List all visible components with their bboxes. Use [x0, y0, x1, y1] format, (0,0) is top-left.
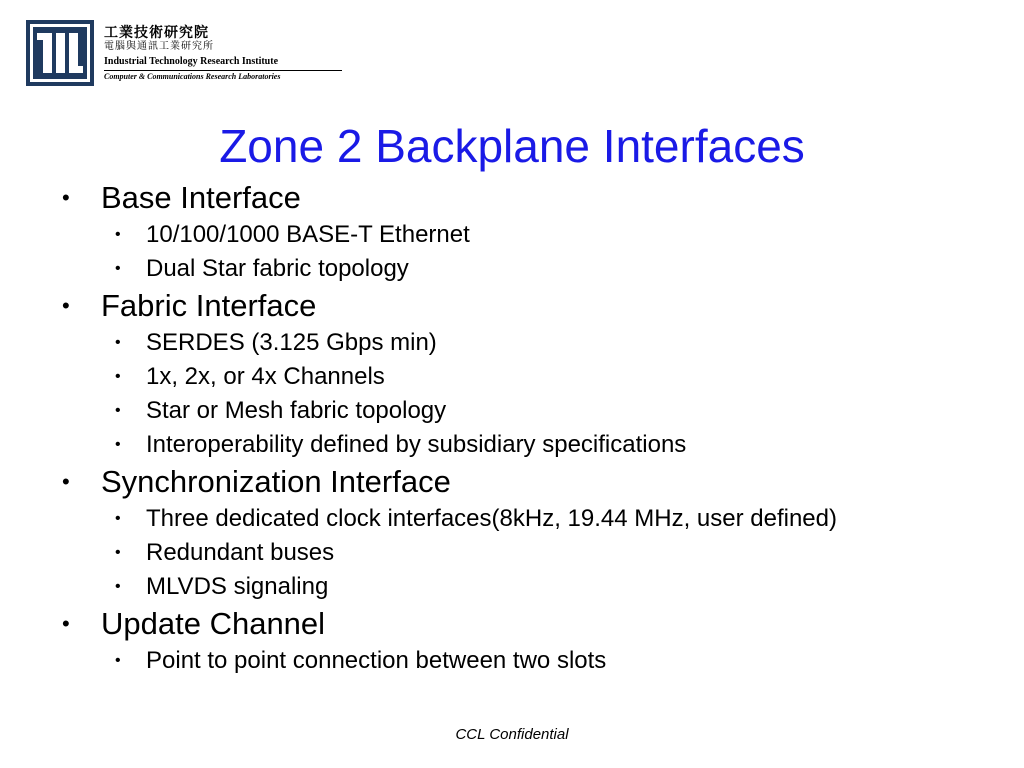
- bullet-icon: •: [115, 652, 121, 669]
- section-heading: [60, 462, 1000, 502]
- org-name: [104, 24, 374, 82]
- bullet-icon: •: [115, 402, 121, 419]
- org-divider: [104, 70, 342, 71]
- org-name-en: Industrial Technology Research Institute: [104, 56, 279, 67]
- bullet-icon: •: [62, 611, 70, 636]
- header: [26, 20, 356, 90]
- list-item: [60, 360, 1000, 394]
- org-name-cn: 工業技術研究院: [104, 24, 209, 40]
- slide-title: Zone 2 Backplane Interfaces: [219, 120, 805, 172]
- list-item: [60, 218, 1000, 252]
- section-heading-text: Update Channel: [101, 606, 326, 641]
- section-heading-text: Base Interface: [101, 180, 301, 215]
- bullet-icon: •: [62, 185, 70, 210]
- list-item-text: Redundant buses: [146, 539, 335, 566]
- list-item-text: Three dedicated clock interfaces(8kHz, 19.44 MHz, user defined): [146, 505, 837, 532]
- section-heading-text: Synchronization Interface: [101, 464, 451, 499]
- bullet-icon: •: [115, 510, 121, 527]
- list-item-text: Star or Mesh fabric topology: [146, 397, 447, 424]
- bullet-icon: •: [62, 293, 70, 318]
- list-item: [60, 570, 1000, 604]
- bullet-list: [60, 178, 1000, 678]
- list-item: [60, 394, 1000, 428]
- list-item: [60, 428, 1000, 462]
- footer-confidential: CCL Confidential: [455, 726, 569, 743]
- org-division-cn: 電腦與通訊工業研究所: [104, 41, 214, 52]
- bullet-icon: •: [115, 544, 121, 561]
- list-item: [60, 536, 1000, 570]
- list-item-text: Point to point connection between two slots: [146, 647, 607, 674]
- list-item-text: SERDES (3.125 Gbps min): [146, 329, 437, 356]
- section-heading: [60, 286, 1000, 326]
- list-item: [60, 644, 1000, 678]
- bullet-icon: •: [115, 260, 121, 277]
- org-division-en: Computer & Communications Research Laboratories: [104, 72, 281, 81]
- bullet-icon: •: [115, 578, 121, 595]
- bullet-icon: •: [115, 334, 121, 351]
- list-item-text: 1x, 2x, or 4x Channels: [146, 363, 385, 390]
- section-heading: [60, 604, 1000, 644]
- bullet-icon: •: [115, 226, 121, 243]
- bullet-icon: •: [115, 436, 121, 453]
- list-item: [60, 252, 1000, 286]
- bullet-icon: •: [62, 469, 70, 494]
- itri-logo-icon: [26, 20, 94, 86]
- list-item-text: MLVDS signaling: [146, 573, 329, 600]
- list-item-text: Interoperability defined by subsidiary specifications: [146, 431, 687, 458]
- section-heading-text: Fabric Interface: [101, 288, 317, 323]
- list-item-text: 10/100/1000 BASE-T Ethernet: [146, 221, 470, 248]
- bullet-icon: •: [115, 368, 121, 385]
- list-item: [60, 502, 1000, 536]
- list-item: [60, 326, 1000, 360]
- list-item-text: Dual Star fabric topology: [146, 255, 409, 282]
- section-heading: [60, 178, 1000, 218]
